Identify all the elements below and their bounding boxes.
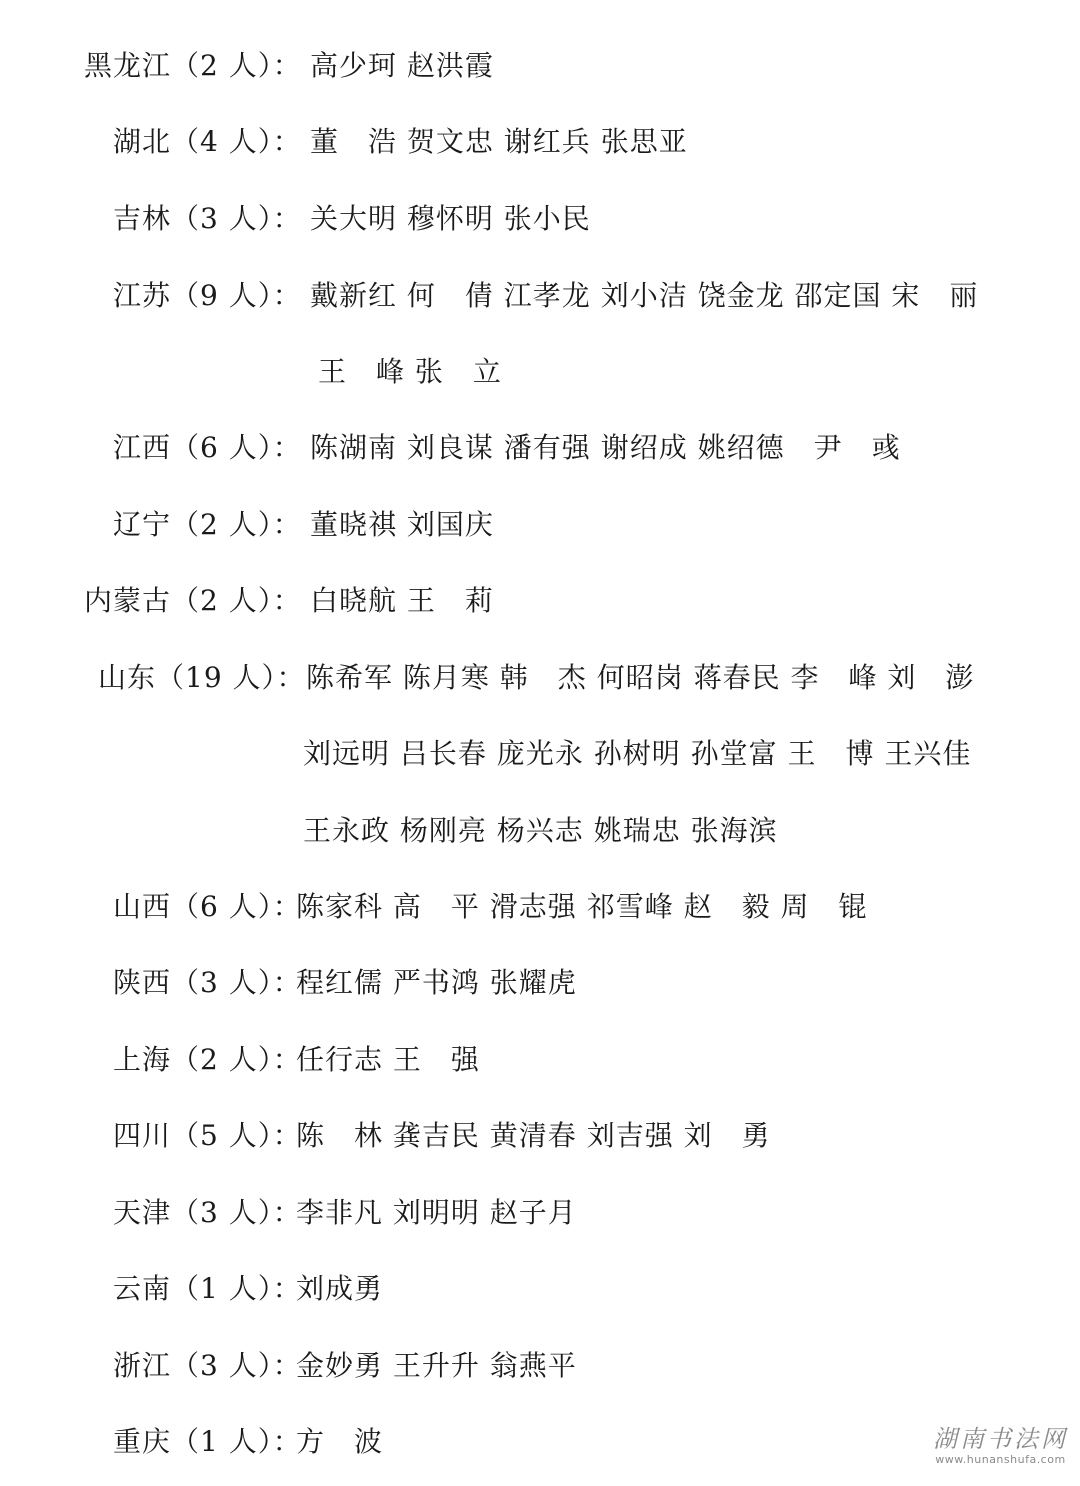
site-watermark: [933, 1425, 1068, 1466]
province-label-shaanxi: 陕西（3 人）：: [113, 966, 302, 999]
province-label-sichuan: 四川（5 人）：: [113, 1119, 302, 1152]
names-shandong-continued-2: 王永政 杨刚亮 杨兴志 姚瑞忠 张海滨: [303, 814, 778, 847]
province-label-neimenggu: 内蒙古（2 人）：: [84, 584, 302, 617]
province-label-shanghai: 上海（2 人）：: [113, 1043, 302, 1076]
names-heilongjiang: 高少珂 赵洪霞: [310, 49, 494, 82]
province-label-shanxi: 山西（6 人）：: [113, 890, 302, 923]
names-jiangsu-continued: 王 峰 张 立: [318, 355, 502, 388]
names-chongqing: 方 波: [296, 1425, 384, 1458]
province-label-liaoning: 辽宁（2 人）：: [113, 508, 302, 541]
names-tianjin: 李非凡 刘明明 赵子月: [296, 1196, 577, 1229]
names-shandong: 陈希军 陈月寒 韩 杰 何昭岗 蒋春民 李 峰 刘 澎: [306, 661, 975, 694]
names-jiangxi: 陈湖南 刘良谋 潘有强 谢绍成 姚绍德 尹 彧: [310, 431, 901, 464]
names-zhejiang: 金妙勇 王升升 翁燕平: [296, 1349, 577, 1382]
province-label-hubei: 湖北（4 人）：: [113, 125, 302, 158]
watermark-title: 湖南书法网: [933, 1425, 1068, 1453]
names-liaoning: 董晓祺 刘国庆: [310, 508, 494, 541]
names-shandong-continued-1: 刘远明 吕长春 庞光永 孙树明 孙堂富 王 博 王兴佳: [303, 737, 972, 770]
names-neimenggu: 白晓航 王 莉: [310, 584, 494, 617]
names-jiangsu: 戴新红 何 倩 江孝龙 刘小洁 饶金龙 邵定国 宋 丽: [310, 279, 979, 312]
province-label-tianjin: 天津（3 人）：: [113, 1196, 302, 1229]
names-shanghai: 任行志 王 强: [296, 1043, 480, 1076]
names-jilin: 关大明 穆怀明 张小民: [310, 202, 591, 235]
names-sichuan: 陈 林 龚吉民 黄清春 刘吉强 刘 勇: [296, 1119, 771, 1152]
names-shaanxi: 程红儒 严书鸿 张耀虎: [296, 966, 577, 999]
watermark-url: www.hunanshufa.com: [935, 1453, 1066, 1466]
province-label-shandong: 山东（19 人）：: [98, 661, 306, 694]
names-shanxi: 陈家科 高 平 滑志强 祁雪峰 赵 毅 周 锟: [296, 890, 868, 923]
province-label-zhejiang: 浙江（3 人）：: [113, 1349, 302, 1382]
names-yunnan: 刘成勇: [296, 1272, 384, 1305]
province-label-yunnan: 云南（1 人）：: [113, 1272, 302, 1305]
province-label-heilongjiang: 黑龙江（2 人）：: [84, 49, 302, 82]
province-label-jiangxi: 江西（6 人）：: [113, 431, 302, 464]
names-hubei: 董 浩 贺文忠 谢红兵 张思亚: [310, 125, 688, 158]
province-label-jilin: 吉林（3 人）：: [113, 202, 302, 235]
province-label-jiangsu: 江苏（9 人）：: [113, 279, 302, 312]
province-label-chongqing: 重庆（1 人）：: [113, 1425, 302, 1458]
